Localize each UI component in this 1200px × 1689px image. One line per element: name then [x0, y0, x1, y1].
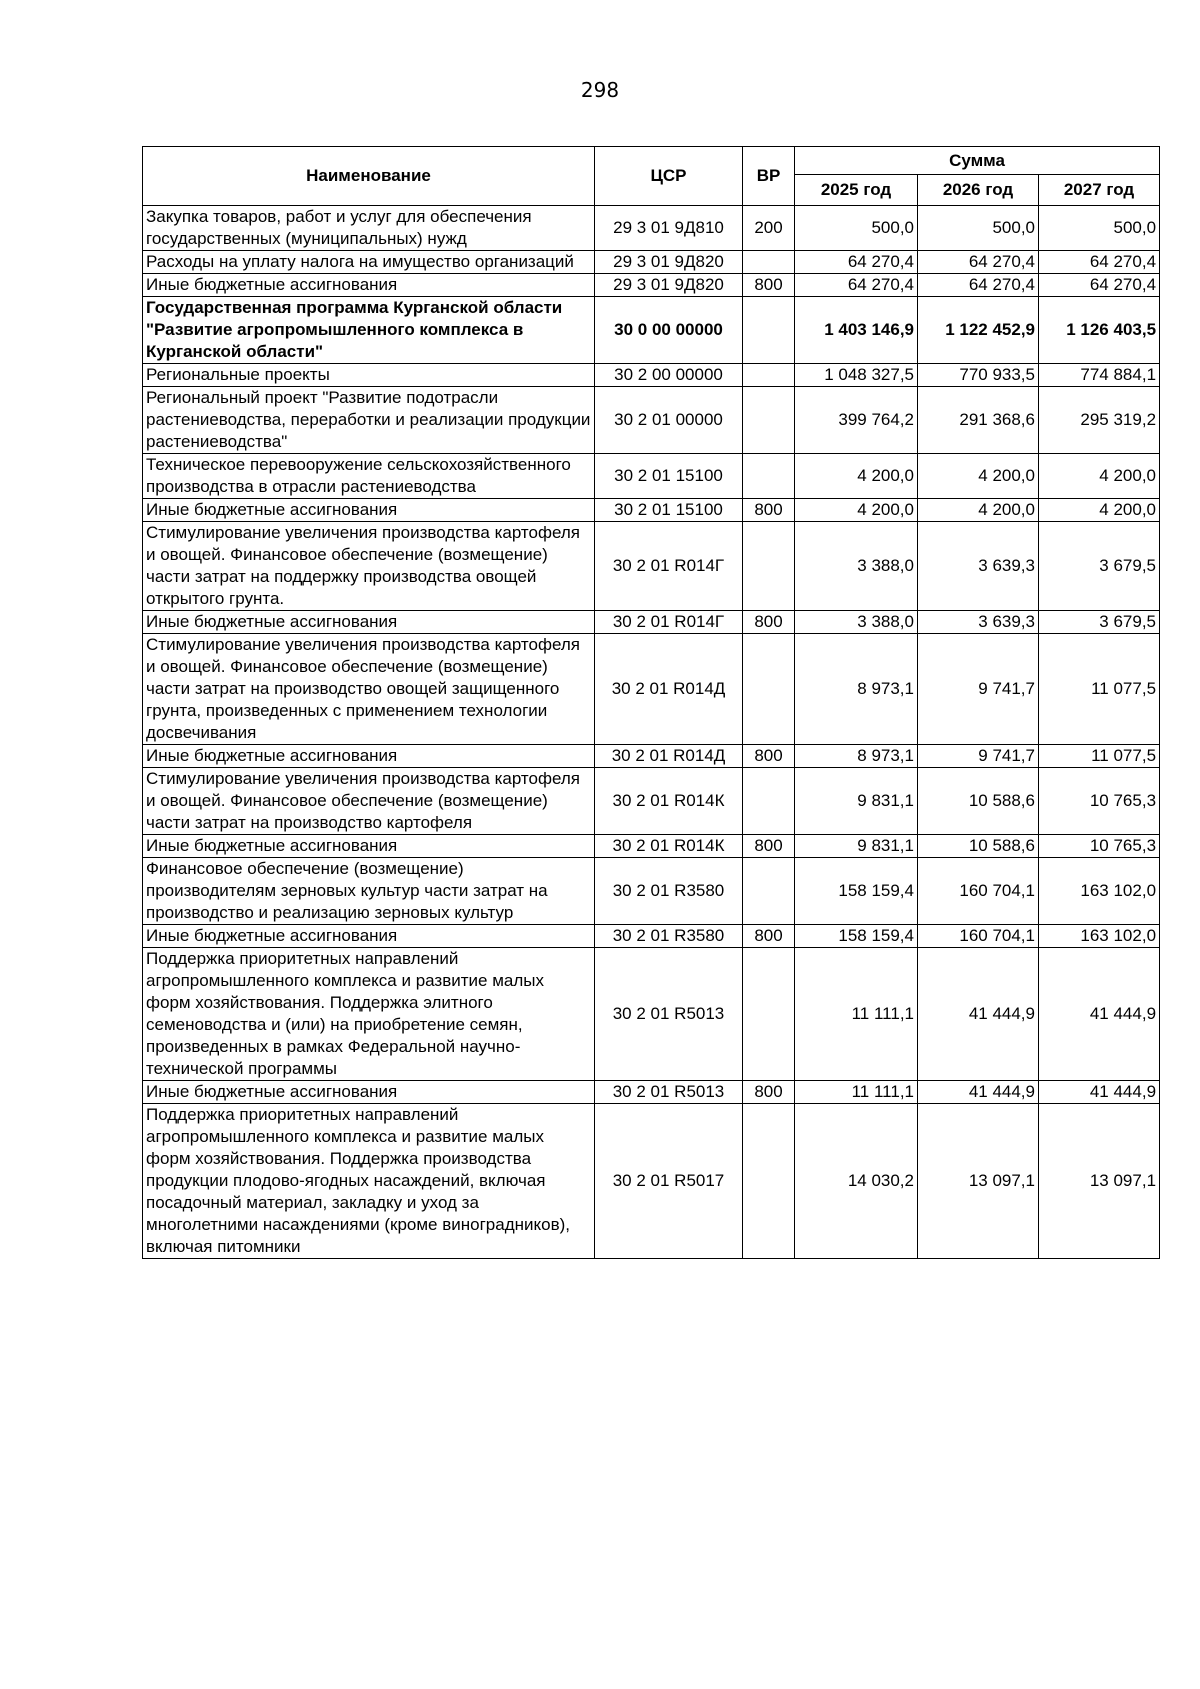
row-csr-cell: 30 2 01 R3580 [595, 858, 743, 925]
row-amount-2025-cell: 14 030,2 [795, 1104, 918, 1259]
row-csr-cell: 29 3 01 9Д810 [595, 206, 743, 251]
row-csr-cell: 30 2 01 15100 [595, 454, 743, 499]
row-amount-2027-cell: 41 444,9 [1039, 948, 1160, 1081]
row-name-cell: Региональные проекты [143, 364, 595, 387]
row-vr-cell: 800 [743, 274, 795, 297]
row-csr-cell: 30 2 01 R014Г [595, 611, 743, 634]
table-row [143, 251, 1160, 274]
row-csr-cell: 30 2 01 R014Г [595, 522, 743, 611]
row-amount-2025-cell: 8 973,1 [795, 745, 918, 768]
row-amount-2026-cell: 41 444,9 [918, 948, 1039, 1081]
table-row [143, 206, 1160, 251]
row-amount-2025-cell: 3 388,0 [795, 522, 918, 611]
row-amount-2026-cell: 4 200,0 [918, 499, 1039, 522]
row-vr-cell [743, 251, 795, 274]
row-csr-cell: 30 2 01 R3580 [595, 925, 743, 948]
header-sum: Сумма [795, 147, 1160, 175]
row-amount-2025-cell: 11 111,1 [795, 948, 918, 1081]
row-amount-2026-cell: 3 639,3 [918, 611, 1039, 634]
row-vr-cell: 800 [743, 611, 795, 634]
row-vr-cell [743, 768, 795, 835]
row-csr-cell: 30 2 01 R014Д [595, 634, 743, 745]
row-csr-cell: 29 3 01 9Д820 [595, 251, 743, 274]
row-amount-2026-cell: 13 097,1 [918, 1104, 1039, 1259]
page-number: 298 [580, 78, 620, 102]
row-amount-2025-cell: 11 111,1 [795, 1081, 918, 1104]
row-name-cell: Финансовое обеспечение (возмещение) производителям зерновых культур части затрат на производство и реализацию зерновых культур [143, 858, 595, 925]
row-name-cell: Иные бюджетные ассигнования [143, 611, 595, 634]
row-amount-2027-cell: 11 077,5 [1039, 634, 1160, 745]
row-amount-2027-cell: 10 765,3 [1039, 835, 1160, 858]
row-name-cell: Иные бюджетные ассигнования [143, 1081, 595, 1104]
table-row [143, 634, 1160, 745]
row-amount-2025-cell: 500,0 [795, 206, 918, 251]
row-amount-2026-cell: 41 444,9 [918, 1081, 1039, 1104]
row-amount-2026-cell: 4 200,0 [918, 454, 1039, 499]
row-amount-2027-cell: 4 200,0 [1039, 499, 1160, 522]
row-amount-2025-cell: 64 270,4 [795, 251, 918, 274]
row-amount-2027-cell: 500,0 [1039, 206, 1160, 251]
table-row [143, 925, 1160, 948]
row-vr-cell [743, 1104, 795, 1259]
row-amount-2025-cell: 64 270,4 [795, 274, 918, 297]
table-row [143, 1104, 1160, 1259]
row-csr-cell: 30 2 01 R014К [595, 768, 743, 835]
row-amount-2027-cell: 295 319,2 [1039, 387, 1160, 454]
row-vr-cell: 800 [743, 925, 795, 948]
row-amount-2027-cell: 4 200,0 [1039, 454, 1160, 499]
row-csr-cell: 30 2 01 R5013 [595, 948, 743, 1081]
row-csr-cell: 30 2 01 15100 [595, 499, 743, 522]
table-row [143, 611, 1160, 634]
row-amount-2025-cell: 3 388,0 [795, 611, 918, 634]
row-amount-2027-cell: 1 126 403,5 [1039, 297, 1160, 364]
row-amount-2026-cell: 160 704,1 [918, 858, 1039, 925]
table-row [143, 364, 1160, 387]
table-row [143, 745, 1160, 768]
row-name-cell: Расходы на уплату налога на имущество организаций [143, 251, 595, 274]
row-amount-2027-cell: 774 884,1 [1039, 364, 1160, 387]
row-vr-cell: 800 [743, 835, 795, 858]
row-amount-2026-cell: 64 270,4 [918, 274, 1039, 297]
header-vr: ВР [743, 147, 795, 206]
row-vr-cell [743, 454, 795, 499]
header-year-2026: 2026 год [918, 175, 1039, 206]
header-csr: ЦСР [595, 147, 743, 206]
table-row [143, 274, 1160, 297]
row-name-cell: Иные бюджетные ассигнования [143, 499, 595, 522]
row-amount-2027-cell: 41 444,9 [1039, 1081, 1160, 1104]
row-vr-cell [743, 297, 795, 364]
row-vr-cell: 800 [743, 745, 795, 768]
row-csr-cell: 30 0 00 00000 [595, 297, 743, 364]
row-amount-2026-cell: 10 588,6 [918, 835, 1039, 858]
table-row [143, 858, 1160, 925]
row-name-cell: Стимулирование увеличения производства картофеля и овощей. Финансовое обеспечение (возмещение) части затрат на производство картофеля [143, 768, 595, 835]
row-amount-2026-cell: 3 639,3 [918, 522, 1039, 611]
row-csr-cell: 30 2 01 R5013 [595, 1081, 743, 1104]
row-csr-cell: 29 3 01 9Д820 [595, 274, 743, 297]
row-amount-2025-cell: 4 200,0 [795, 454, 918, 499]
row-name-cell: Государственная программа Курганской области "Развитие агропромышленного комплекса в Курганской области" [143, 297, 595, 364]
row-amount-2025-cell: 1 048 327,5 [795, 364, 918, 387]
row-amount-2027-cell: 10 765,3 [1039, 768, 1160, 835]
row-vr-cell [743, 522, 795, 611]
table-row [143, 499, 1160, 522]
row-csr-cell: 30 2 01 R5017 [595, 1104, 743, 1259]
row-name-cell: Иные бюджетные ассигнования [143, 274, 595, 297]
row-amount-2026-cell: 10 588,6 [918, 768, 1039, 835]
row-vr-cell [743, 948, 795, 1081]
row-amount-2027-cell: 13 097,1 [1039, 1104, 1160, 1259]
header-name: Наименование [143, 147, 595, 206]
row-name-cell: Иные бюджетные ассигнования [143, 745, 595, 768]
row-amount-2025-cell: 4 200,0 [795, 499, 918, 522]
row-amount-2025-cell: 8 973,1 [795, 634, 918, 745]
table-row [143, 768, 1160, 835]
row-vr-cell: 800 [743, 1081, 795, 1104]
row-vr-cell [743, 364, 795, 387]
row-name-cell: Поддержка приоритетных направлений агропромышленного комплекса и развитие малых форм хозяйствования. Поддержка производства продукции плодово-ягодных насаждений, включая посадочный материал, закладку и уход за многолетними насаждениями (кроме виноградников), включая питомники [143, 1104, 595, 1259]
row-name-cell: Иные бюджетные ассигнования [143, 925, 595, 948]
row-vr-cell [743, 634, 795, 745]
row-amount-2025-cell: 1 403 146,9 [795, 297, 918, 364]
budget-table [142, 146, 1160, 1259]
table-row [143, 454, 1160, 499]
row-name-cell: Иные бюджетные ассигнования [143, 835, 595, 858]
row-csr-cell: 30 2 01 00000 [595, 387, 743, 454]
table-row [143, 835, 1160, 858]
row-amount-2026-cell: 9 741,7 [918, 745, 1039, 768]
row-amount-2026-cell: 291 368,6 [918, 387, 1039, 454]
header-year-2027: 2027 год [1039, 175, 1160, 206]
row-amount-2025-cell: 158 159,4 [795, 858, 918, 925]
row-amount-2027-cell: 3 679,5 [1039, 611, 1160, 634]
row-name-cell: Стимулирование увеличения производства картофеля и овощей. Финансовое обеспечение (возмещение) части затрат на поддержку производства овощей открытого грунта. [143, 522, 595, 611]
row-csr-cell: 30 2 01 R014Д [595, 745, 743, 768]
row-name-cell: Закупка товаров, работ и услуг для обеспечения государственных (муниципальных) нужд [143, 206, 595, 251]
row-amount-2027-cell: 163 102,0 [1039, 925, 1160, 948]
row-csr-cell: 30 2 01 R014К [595, 835, 743, 858]
row-amount-2027-cell: 64 270,4 [1039, 251, 1160, 274]
table-row [143, 297, 1160, 364]
table-row [143, 387, 1160, 454]
row-amount-2026-cell: 9 741,7 [918, 634, 1039, 745]
table-row [143, 1081, 1160, 1104]
row-amount-2027-cell: 3 679,5 [1039, 522, 1160, 611]
row-amount-2025-cell: 399 764,2 [795, 387, 918, 454]
row-amount-2027-cell: 11 077,5 [1039, 745, 1160, 768]
row-amount-2027-cell: 163 102,0 [1039, 858, 1160, 925]
table-body [143, 206, 1160, 1259]
row-name-cell: Региональный проект "Развитие подотрасли растениеводства, переработки и реализации продукции растениеводства" [143, 387, 595, 454]
row-amount-2026-cell: 64 270,4 [918, 251, 1039, 274]
row-vr-cell [743, 387, 795, 454]
row-amount-2027-cell: 64 270,4 [1039, 274, 1160, 297]
table-header [143, 147, 1160, 206]
row-csr-cell: 30 2 00 00000 [595, 364, 743, 387]
row-name-cell: Поддержка приоритетных направлений агропромышленного комплекса и развитие малых форм хозяйствования. Поддержка элитного семеноводства и (или) на приобретение семян, произведенных в рамках Федеральной научно-технической программы [143, 948, 595, 1081]
row-amount-2026-cell: 770 933,5 [918, 364, 1039, 387]
table-row [143, 948, 1160, 1081]
row-amount-2025-cell: 158 159,4 [795, 925, 918, 948]
row-name-cell: Стимулирование увеличения производства картофеля и овощей. Финансовое обеспечение (возмещение) части затрат на производство овощей защищенного грунта, произведенных с применением технологии досвечивания [143, 634, 595, 745]
header-year-2025: 2025 год [795, 175, 918, 206]
row-amount-2025-cell: 9 831,1 [795, 768, 918, 835]
row-amount-2025-cell: 9 831,1 [795, 835, 918, 858]
row-amount-2026-cell: 160 704,1 [918, 925, 1039, 948]
row-vr-cell: 800 [743, 499, 795, 522]
row-amount-2026-cell: 500,0 [918, 206, 1039, 251]
row-vr-cell [743, 858, 795, 925]
row-name-cell: Техническое перевооружение сельскохозяйственного производства в отрасли растениеводства [143, 454, 595, 499]
row-amount-2026-cell: 1 122 452,9 [918, 297, 1039, 364]
row-vr-cell: 200 [743, 206, 795, 251]
table-row [143, 522, 1160, 611]
